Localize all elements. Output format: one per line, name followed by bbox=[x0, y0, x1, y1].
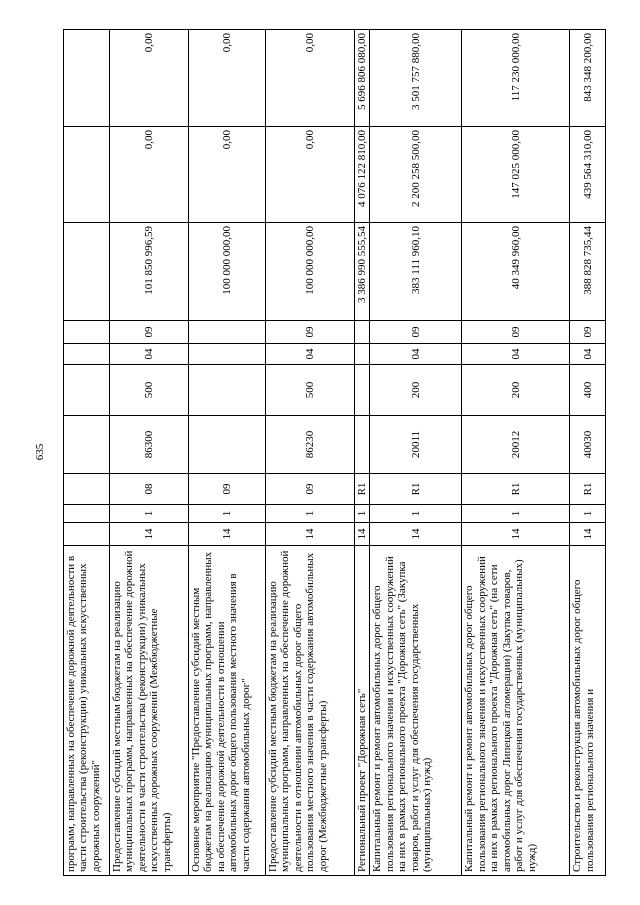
table-row bbox=[110, 30, 189, 876]
program-code-cell bbox=[64, 523, 110, 546]
event-code-cell: 09 bbox=[266, 474, 355, 505]
budget-table bbox=[63, 29, 606, 876]
event-code-cell: R1 bbox=[462, 474, 570, 505]
direction-code-cell bbox=[64, 416, 110, 474]
event-code-cell bbox=[64, 474, 110, 505]
amount-year2-cell: 439 564 310,00 bbox=[570, 127, 606, 223]
row-name-cell: Предоставление субсидий местным бюджетам на реализацию муниципальных программ, направленных на обеспечение дорожной деятельности в отношении автомобильных дорог общего пользования местного значения в части содержания автомобильных дорог (Межбюджетные трансферты) bbox=[266, 546, 355, 876]
subprogram-code-cell: 1 bbox=[110, 505, 189, 523]
subprogram-code-cell: 1 bbox=[266, 505, 355, 523]
direction-code-cell: 40030 bbox=[570, 416, 606, 474]
event-code-cell: 09 bbox=[189, 474, 266, 505]
table-row bbox=[64, 30, 110, 876]
subsection-code-cell: 09 bbox=[570, 321, 606, 344]
row-name-cell: Предоставление субсидий местным бюджетам на реализацию муниципальных программ, направленных на обеспечение дорожной деятельности в части строительства (реконструкции) уникальных искусственных дорожных сооружений (Межбюджетные трансферты) bbox=[110, 546, 189, 876]
section-code-cell bbox=[355, 344, 370, 365]
budget-table-body bbox=[64, 30, 606, 876]
expense-type-cell bbox=[355, 365, 370, 416]
table-row bbox=[462, 30, 570, 876]
amount-year1-cell: 100 000 000,00 bbox=[189, 223, 266, 321]
subsection-code-cell: 09 bbox=[462, 321, 570, 344]
program-code-cell: 14 bbox=[570, 523, 606, 546]
table-row bbox=[370, 30, 462, 876]
direction-code-cell: 20012 bbox=[462, 416, 570, 474]
table-row bbox=[189, 30, 266, 876]
subprogram-code-cell: 1 bbox=[570, 505, 606, 523]
row-name-cell: Капитальный ремонт и ремонт автомобильных дорог общего пользования регионального значения и искусственных сооружений на них в рамках регионального проекта "Дорожная сеть" (Закупка товаров, работ и услуг для обеспечения государственных (муниципальных) нужд) bbox=[370, 546, 462, 876]
amount-year2-cell: 147 025 000,00 bbox=[462, 127, 570, 223]
direction-code-cell: 86300 bbox=[110, 416, 189, 474]
program-code-cell: 14 bbox=[266, 523, 355, 546]
direction-code-cell bbox=[189, 416, 266, 474]
row-name-cell: программ, направленных на обеспечение дорожной деятельности в части строительства (реконструкции) уникальных искусственных дорожных сооружений" bbox=[64, 546, 110, 876]
row-name-cell: Региональный проект "Дорожная сеть" bbox=[355, 546, 370, 876]
amount-year2-cell: 0,00 bbox=[266, 127, 355, 223]
subsection-code-cell: 09 bbox=[266, 321, 355, 344]
event-code-cell: R1 bbox=[570, 474, 606, 505]
amount-year3-cell bbox=[64, 30, 110, 127]
amount-year3-cell: 0,00 bbox=[189, 30, 266, 127]
budget-table-rotated bbox=[63, 30, 604, 876]
event-code-cell: R1 bbox=[355, 474, 370, 505]
subprogram-code-cell: 1 bbox=[370, 505, 462, 523]
amount-year2-cell: 0,00 bbox=[189, 127, 266, 223]
row-name-cell: Капитальный ремонт и ремонт автомобильных дорог общего пользования регионального значения и искусственных сооружений на них в рамках регионального проекта "Дорожная сеть" (на сети автомобильных дорог Липецкой агломерации) (Закупка товаров, работ и услуг для обеспечения государственных (муниципальных) нужд) bbox=[462, 546, 570, 876]
section-code-cell: 04 bbox=[266, 344, 355, 365]
amount-year3-cell: 0,00 bbox=[110, 30, 189, 127]
subprogram-code-cell: 1 bbox=[355, 505, 370, 523]
row-name-cell: Основное мероприятие "Предоставление субсидий местным бюджетам на реализацию муниципальных программ, направленных на обеспечение дорожной деятельности в отношении автомобильных дорог общего пользования местного значения в части содержания автомобильных дорог" bbox=[189, 546, 266, 876]
subsection-code-cell: 09 bbox=[370, 321, 462, 344]
amount-year3-cell: 843 348 200,00 bbox=[570, 30, 606, 127]
direction-code-cell bbox=[355, 416, 370, 474]
expense-type-cell: 200 bbox=[462, 365, 570, 416]
expense-type-cell: 500 bbox=[266, 365, 355, 416]
amount-year1-cell: 40 349 960,00 bbox=[462, 223, 570, 321]
program-code-cell: 14 bbox=[462, 523, 570, 546]
amount-year2-cell: 4 076 122 810,00 bbox=[355, 127, 370, 223]
amount-year3-cell: 5 696 806 080,00 bbox=[355, 30, 370, 127]
event-code-cell: R1 bbox=[370, 474, 462, 505]
amount-year1-cell: 100 000 000,00 bbox=[266, 223, 355, 321]
amount-year1-cell: 3 386 990 555,54 bbox=[355, 223, 370, 321]
direction-code-cell: 86230 bbox=[266, 416, 355, 474]
amount-year1-cell: 388 828 735,44 bbox=[570, 223, 606, 321]
subsection-code-cell bbox=[189, 321, 266, 344]
expense-type-cell bbox=[64, 365, 110, 416]
row-name-cell: Строительство и реконструкция автомобильных дорог общего пользования регионального значения и bbox=[570, 546, 606, 876]
amount-year3-cell: 117 230 000,00 bbox=[462, 30, 570, 127]
table-row bbox=[570, 30, 606, 876]
amount-year2-cell bbox=[64, 127, 110, 223]
expense-type-cell bbox=[189, 365, 266, 416]
program-code-cell: 14 bbox=[370, 523, 462, 546]
section-code-cell: 04 bbox=[570, 344, 606, 365]
subprogram-code-cell: 1 bbox=[189, 505, 266, 523]
expense-type-cell: 500 bbox=[110, 365, 189, 416]
expense-type-cell: 200 bbox=[370, 365, 462, 416]
subsection-code-cell: 09 bbox=[110, 321, 189, 344]
subprogram-code-cell: 1 bbox=[462, 505, 570, 523]
section-code-cell: 04 bbox=[462, 344, 570, 365]
section-code-cell: 04 bbox=[110, 344, 189, 365]
direction-code-cell: 20011 bbox=[370, 416, 462, 474]
program-code-cell: 14 bbox=[110, 523, 189, 546]
amount-year1-cell bbox=[64, 223, 110, 321]
subsection-code-cell bbox=[64, 321, 110, 344]
event-code-cell: 08 bbox=[110, 474, 189, 505]
section-code-cell bbox=[64, 344, 110, 365]
amount-year3-cell: 0,00 bbox=[266, 30, 355, 127]
amount-year3-cell: 3 501 757 880,00 bbox=[370, 30, 462, 127]
subsection-code-cell bbox=[355, 321, 370, 344]
program-code-cell: 14 bbox=[189, 523, 266, 546]
page-number: 635 bbox=[34, 443, 46, 461]
amount-year2-cell: 2 200 258 500,00 bbox=[370, 127, 462, 223]
table-row bbox=[355, 30, 370, 876]
section-code-cell bbox=[189, 344, 266, 365]
amount-year1-cell: 383 111 960,10 bbox=[370, 223, 462, 321]
expense-type-cell: 400 bbox=[570, 365, 606, 416]
amount-year2-cell: 0,00 bbox=[110, 127, 189, 223]
subprogram-code-cell bbox=[64, 505, 110, 523]
amount-year1-cell: 101 850 996,59 bbox=[110, 223, 189, 321]
program-code-cell: 14 bbox=[355, 523, 370, 546]
table-row bbox=[266, 30, 355, 876]
section-code-cell: 04 bbox=[370, 344, 462, 365]
